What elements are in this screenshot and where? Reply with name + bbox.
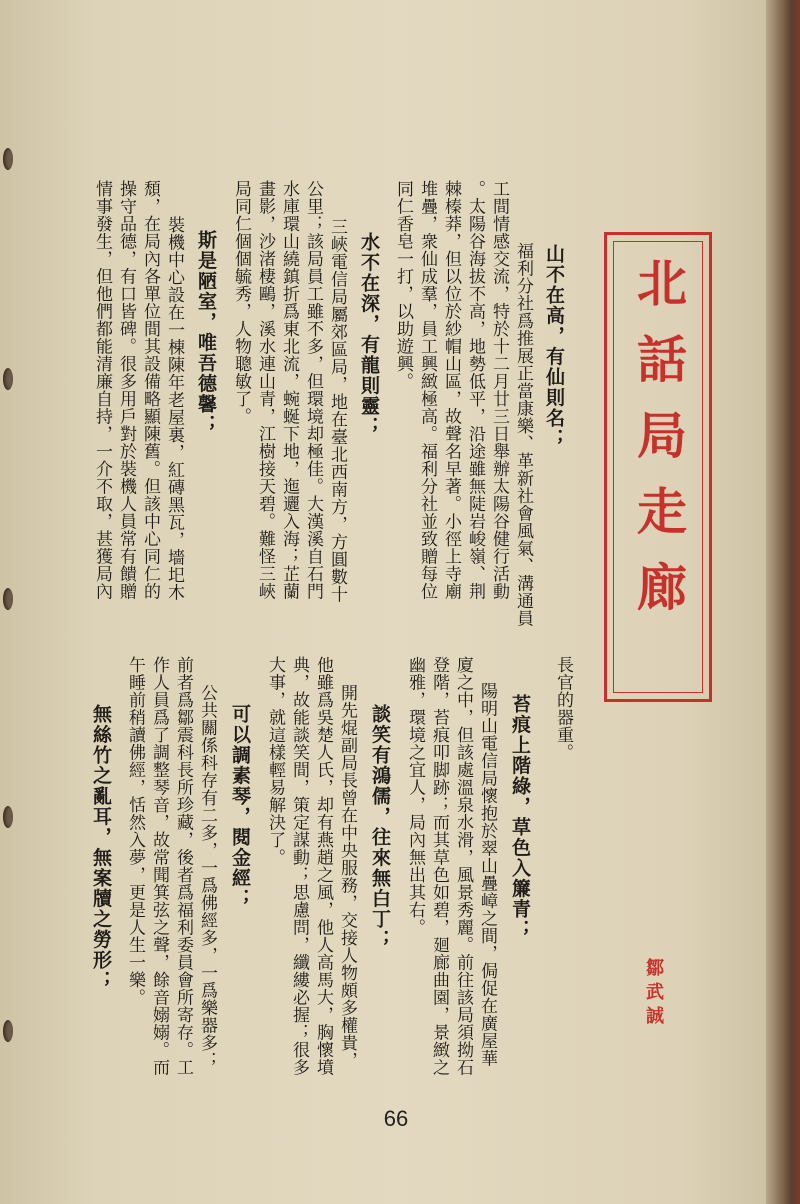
- text-column: 畫影，沙渚棲鷗，溪水連山青，江樹接天碧。難怪三峽: [255, 180, 275, 600]
- text-column: 局同仁個個毓秀，人物聰敏了。: [231, 180, 251, 425]
- section-heading: 無絲竹之亂耳，無案牘之勞形；: [90, 704, 112, 991]
- text-column: 長官的器重。: [553, 656, 573, 761]
- text-column: 頹，在局內各單位間其設備略顯陳舊。但該中心同仁的: [140, 180, 160, 600]
- text-column: 他雖爲吳楚人氏，却有燕趙之風，他人高馬大，胸懷墳: [313, 656, 333, 1076]
- section-heading: 水不在深，有龍則靈；: [358, 232, 380, 437]
- text-column: 。太陽谷海拔不高，地勢低平，沿途雖無陡岩峻嶺、荆: [465, 180, 485, 600]
- text-column: 前者爲鄒震科長所珍藏，後者爲福利委員會所寄存。工: [173, 656, 193, 1076]
- page-number: 66: [383, 1106, 409, 1131]
- text-column: 典，故能談笑間，策定謀動；思慮問，纖縷必握；很多: [289, 656, 309, 1076]
- text-column: 公里；該局員工雖不多，但環境却極佳。大漢溪自石門: [303, 180, 323, 600]
- text-column: 登階，苔痕叩脚跡；而其草色如碧，廻廊曲園，景緻之: [429, 656, 449, 1076]
- text-column: 裝機中心設在一棟陳年老屋裏，紅磚黑瓦，墻圯木: [164, 216, 184, 601]
- text-column: 午睡前稍讀佛經，恬然入夢，更是人生一樂。: [125, 656, 145, 1006]
- text-column: 大事，就這樣輕易解決了。: [265, 656, 285, 866]
- section-heading: 苔痕上階綠，草色入簾青；: [509, 694, 531, 940]
- text-column: 工間情感交流，特於十二月廿三日舉辦太陽谷健行活動: [489, 180, 509, 600]
- text-column: 堆疊，衆仙成羣，員工興緻極高。福利分社並致贈每位: [417, 180, 437, 600]
- article-title: 北話局走廊: [629, 257, 687, 637]
- text-column: 同仁香皂一打，以助遊興。: [393, 180, 413, 390]
- text-column: 開先焜副局長曾在中央服務，交接人物頗多權貴，: [337, 684, 357, 1069]
- text-column: 水庫環山繞鎮折爲東北流，蜿蜒下地，迤邐入海；芷蘭: [279, 180, 299, 600]
- text-column: 棘榛莽，但以位於紗帽山區，故聲名早著。小徑上寺廟: [441, 180, 461, 600]
- section-heading: 斯是陋室，唯吾德馨；: [195, 230, 217, 435]
- text-column: 三峽電信局屬郊區局，地在臺北西南方，方圓數十: [327, 218, 347, 603]
- text-column: 公共關係科存有二多，一爲佛經多，一爲樂器多；: [197, 684, 217, 1069]
- text-column: 作人員爲了調整琴音，故常聞箕弦之聲，餘音嫋嫋。而: [149, 656, 169, 1076]
- text-column: 操守品德，有口皆碑。很多用戶對於裝機人員常有饋贈: [116, 180, 136, 600]
- text-column: 情事發生，但他們都能清廉自持，一介不取，甚獲局內: [92, 180, 112, 600]
- section-heading: 可以調素琴，閱金經；: [229, 704, 251, 909]
- text-column: 幽雅，環境之宜人，局內無出其右。: [405, 656, 425, 936]
- section-heading: 談笑有鴻儒，往來無白丁；: [369, 704, 391, 950]
- author-name: 鄒武誠: [643, 958, 664, 1030]
- text-column: 廈之中，但該處溫泉水滑，風景秀麗。前往該局須拗石: [453, 656, 473, 1076]
- text-column: 福利分社爲推展正當康樂、革新社會風氣、溝通員: [513, 242, 533, 627]
- section-heading: 山不在高，有仙則名；: [543, 244, 565, 449]
- text-column: 陽明山電信局懷抱於翠山疊嶂之間，侷促在廣屋華: [477, 682, 497, 1067]
